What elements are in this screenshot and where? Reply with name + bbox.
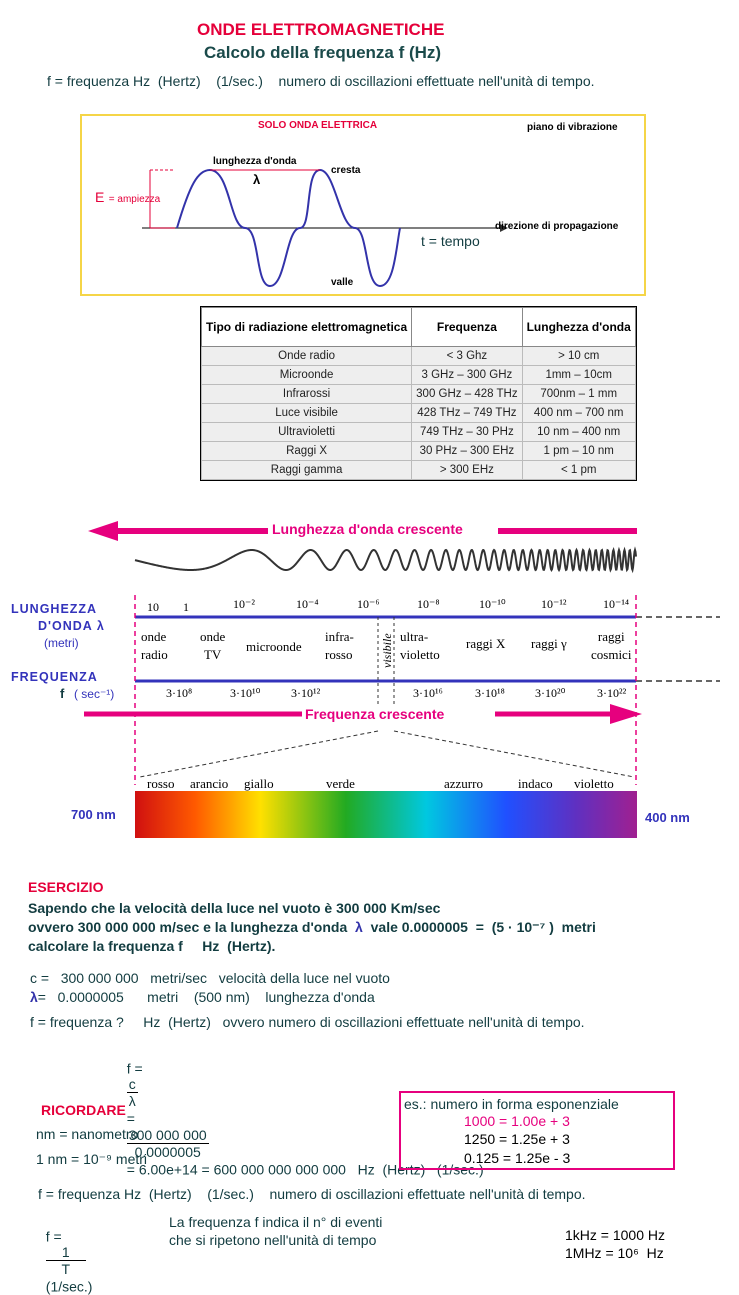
band-line: onde xyxy=(141,629,167,644)
lambda-sym: λ xyxy=(30,989,38,1005)
table-cell: 1 pm – 10 nm xyxy=(522,442,635,461)
table-row xyxy=(202,385,636,404)
frequency-arrowhead xyxy=(610,704,642,724)
exponential-example-1: 1000 = 1.00e + 3 xyxy=(464,1113,570,1129)
freq-tick: 3·10¹² xyxy=(291,686,321,700)
exercise-line2 xyxy=(28,919,596,936)
khz-conversion: 1kHz = 1000 Hz xyxy=(565,1227,665,1243)
table-cell: Infrarossi xyxy=(202,385,412,404)
exercise-lambda: λ xyxy=(355,919,363,935)
band-xray: raggi X xyxy=(466,636,506,651)
table-header-row xyxy=(202,308,636,347)
header-type: Tipo di radiazione elettromagnetica xyxy=(202,308,412,347)
band-visible: visibile xyxy=(380,633,394,668)
lambda-value: = 0.0000005 metri (500 nm) lunghezza d'onda xyxy=(37,989,375,1005)
visible-spectrum-bar xyxy=(135,791,637,838)
color-name: violetto xyxy=(574,776,614,791)
band-line: onde xyxy=(200,629,226,644)
freq-tick: 3·10²⁰ xyxy=(535,686,566,700)
frequency-desc-1: La frequenza f indica il n° di eventi xyxy=(169,1214,383,1230)
color-name: giallo xyxy=(244,776,274,791)
band-ultraviolet xyxy=(400,628,440,664)
nanometer-label: nm = nanometro xyxy=(36,1126,139,1142)
wl-tick: 10 xyxy=(147,600,159,614)
table-cell: > 10 cm xyxy=(522,347,635,366)
wavelength-line xyxy=(30,989,375,1005)
exercise-line1: Sapendo che la velocità della luce nel vuoto è 300 000 Km/sec xyxy=(28,900,441,916)
frequency-axis-label: FREQUENZA xyxy=(11,670,98,684)
table-cell: 30 PHz – 300 EHz xyxy=(412,442,522,461)
electric-wave-heading: SOLO ONDA ELETTRICA xyxy=(258,120,378,131)
wl-tick: 10⁻¹⁴ xyxy=(603,597,630,611)
freq-unit: ( sec⁻¹) xyxy=(73,687,115,701)
nanometer-definition: 1 nm = 10⁻⁹ metri xyxy=(36,1151,148,1167)
freq-tick: 3·10¹⁶ xyxy=(413,686,443,700)
expand-right-line xyxy=(394,731,634,777)
formula-f: f = xyxy=(126,1060,143,1077)
table-cell: 749 THz – 30 PHz xyxy=(412,423,522,442)
band-line: ultra- xyxy=(400,629,429,644)
table-cell: Microonde xyxy=(202,366,412,385)
amplitude-label xyxy=(95,189,160,207)
wl-tick: 10⁻⁸ xyxy=(417,597,440,611)
header-wavelength: Lunghezza d'onda xyxy=(522,308,635,347)
exercise-line2a: ovvero 300 000 000 m/sec e la lunghezza d'onda xyxy=(28,919,348,935)
freq-tick: 3·10¹⁸ xyxy=(475,686,505,700)
crest-label: cresta xyxy=(331,165,361,176)
table-row xyxy=(202,442,636,461)
table-cell: Onde radio xyxy=(202,347,412,366)
table-cell: 700nm – 1 mm xyxy=(522,385,635,404)
table-cell: 400 nm – 700 nm xyxy=(522,404,635,423)
period-fraction xyxy=(46,1244,86,1277)
remember-heading: RICORDARE xyxy=(41,1102,126,1118)
formula-c: c xyxy=(128,1076,136,1093)
color-name: indaco xyxy=(518,776,553,791)
wl-tick: 1 xyxy=(183,600,189,614)
period-formula xyxy=(38,1211,92,1295)
color-name: rosso xyxy=(147,776,175,791)
table-cell: 428 THz – 749 THz xyxy=(412,404,522,423)
table-row xyxy=(202,461,636,480)
table-cell: Ultravioletti xyxy=(202,423,412,442)
band-radio xyxy=(141,628,168,664)
frequency-question: f = frequenza ? Hz (Hertz) ovvero numero di oscillazioni effettuate nell'unità di tempo. xyxy=(30,1014,585,1030)
band-line: TV xyxy=(203,647,222,662)
frequency-desc-2: che si ripetono nell'unità di tempo xyxy=(169,1232,377,1248)
speed-of-light-line: c = 300 000 000 metri/sec velocità della luce nel vuoto xyxy=(30,970,390,986)
table-cell: 3 GHz – 300 GHz xyxy=(412,366,522,385)
exponential-example-3: 0.125 = 1.25e - 3 xyxy=(464,1150,571,1166)
band-line: infra- xyxy=(325,629,354,644)
formula-numerator: 300 000 000 xyxy=(128,1126,207,1143)
freq-f: f xyxy=(60,686,65,701)
table-cell: 10 nm – 400 nm xyxy=(522,423,635,442)
wavelength-unit: (metri) xyxy=(44,636,79,650)
formula-denominator: 0.0000005 xyxy=(134,1143,201,1160)
period-f: f = xyxy=(45,1228,62,1245)
band-line: violetto xyxy=(400,647,440,662)
band-line: cosmici xyxy=(591,647,632,662)
formula-eq: = xyxy=(126,1110,135,1127)
exercise-line2b: vale 0.0000005 xyxy=(370,919,468,935)
period-T: T xyxy=(61,1261,71,1278)
nm-400-label: 400 nm xyxy=(645,810,690,825)
wl-tick: 10⁻¹² xyxy=(541,597,567,611)
band-tv xyxy=(200,628,225,664)
exercise-heading: ESERCIZIO xyxy=(28,879,104,895)
table-row xyxy=(202,347,636,366)
exponential-example-2: 1250 = 1.25e + 3 xyxy=(464,1131,570,1147)
color-name: arancio xyxy=(190,776,229,791)
period-one: 1 xyxy=(46,1244,86,1261)
wl-tick: 10⁻⁴ xyxy=(296,597,319,611)
header-frequency: Frequenza xyxy=(412,308,522,347)
table-row xyxy=(202,404,636,423)
trough-label: valle xyxy=(331,277,354,288)
band-line: radio xyxy=(141,647,168,662)
wl-tick: 10⁻² xyxy=(233,597,255,611)
table-cell: Raggi X xyxy=(202,442,412,461)
chirp-wave xyxy=(135,550,636,570)
band-gamma: raggi γ xyxy=(531,636,567,651)
frequency-arrow-label: Frequenza crescente xyxy=(302,706,447,722)
formula-c-over-lambda xyxy=(127,1076,138,1109)
band-line: raggi xyxy=(597,629,625,644)
exercise-line3: calcolare la frequenza f Hz (Hertz). xyxy=(28,938,276,954)
table-row xyxy=(202,366,636,385)
wave-diagram xyxy=(80,114,646,296)
table-cell: 300 GHz – 428 THz xyxy=(412,385,522,404)
radiation-table xyxy=(201,307,636,480)
formula-lambda: λ xyxy=(128,1093,136,1110)
table-cell: Luce visibile xyxy=(202,404,412,423)
table-cell: < 3 Ghz xyxy=(412,347,522,366)
wavelength-label: lunghezza d'onda xyxy=(213,156,297,167)
freq-tick: 3·10⁸ xyxy=(166,686,193,700)
page-subtitle: Calcolo della frequenza f (Hz) xyxy=(204,43,442,62)
propagation-label: direzione di propagazione xyxy=(495,221,619,232)
radiation-table-frame xyxy=(200,306,637,481)
expand-left-line xyxy=(140,731,378,777)
wl-tick: 10⁻⁶ xyxy=(357,597,380,611)
band-infrared xyxy=(325,628,354,664)
exercise-line2-eq: = (5 · 10⁻⁷ ) metri xyxy=(475,919,596,935)
nm-700-label: 700 nm xyxy=(71,807,116,822)
page-title: ONDE ELETTROMAGNETICHE xyxy=(197,20,445,39)
lambda-symbol: λ xyxy=(253,172,261,187)
wavelength-axis-label: LUNGHEZZA xyxy=(11,602,98,616)
exponential-title: es.: numero in forma esponenziale xyxy=(404,1096,619,1112)
amplitude-E: E xyxy=(95,189,105,205)
band-line: rosso xyxy=(325,647,353,662)
frequency-definition: f = frequenza Hz (Hertz) (1/sec.) numero di oscillazioni effettuate nell'unità di tempo. xyxy=(47,73,595,89)
color-name: azzurro xyxy=(444,776,483,791)
time-label: t = tempo xyxy=(421,233,480,249)
freq-tick: 3·10¹⁰ xyxy=(230,686,261,700)
freq-tick: 3·10²² xyxy=(597,686,627,700)
table-cell: 1mm – 10cm xyxy=(522,366,635,385)
wavelength-arrowhead xyxy=(88,521,118,541)
mhz-conversion: 1MHz = 10⁶ Hz xyxy=(565,1245,664,1261)
formula-result: = 6.00e+14 = 600 000 000 000 000 Hz (Hertz) (1/sec.) xyxy=(126,1160,484,1177)
wl-tick: 10⁻¹⁰ xyxy=(479,597,506,611)
band-cosmic xyxy=(591,628,631,664)
wavelength-arrow-label: Lunghezza d'onda crescente xyxy=(268,521,467,537)
frequency-symbol xyxy=(60,686,114,701)
table-cell: Raggi gamma xyxy=(202,461,412,480)
color-name: verde xyxy=(326,776,355,791)
table-cell: > 300 EHz xyxy=(412,461,522,480)
wavelength-axis-label-2: D'ONDA λ xyxy=(38,619,105,633)
table-row xyxy=(202,423,636,442)
table-cell: < 1 pm xyxy=(522,461,635,480)
band-microwave: microonde xyxy=(246,639,302,654)
footer-definition: f = frequenza Hz (Hertz) (1/sec.) numero di oscillazioni effettuate nell'unità di tempo. xyxy=(38,1186,586,1202)
period-unit: (1/sec.) xyxy=(45,1278,93,1295)
vibration-plane-label: piano di vibrazione xyxy=(527,122,618,133)
amplitude-text: = ampiezza xyxy=(108,194,161,205)
spectrum-diagram xyxy=(0,515,739,845)
